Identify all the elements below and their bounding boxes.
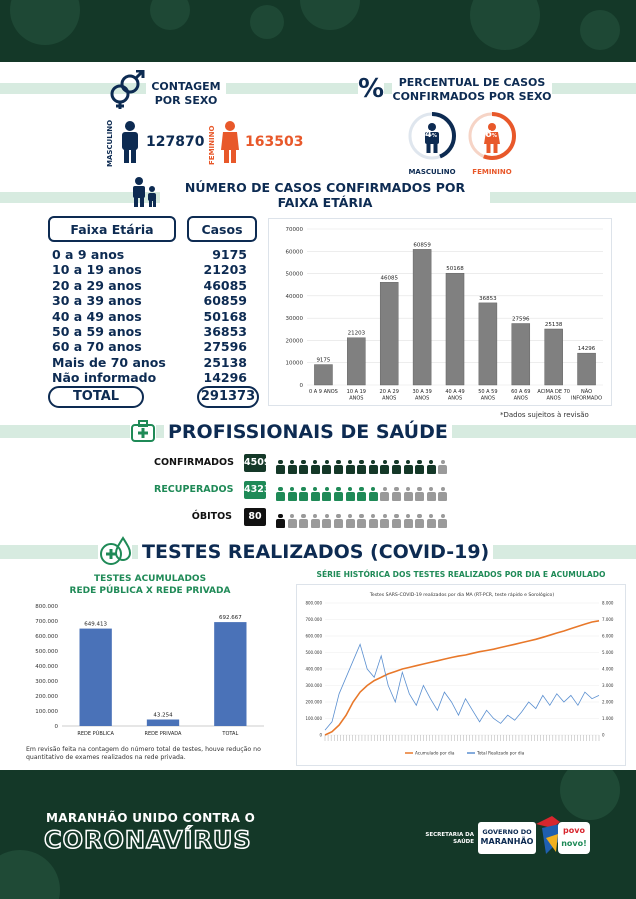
person-icon [346, 514, 355, 528]
y-right-tick-label: 0 [602, 732, 605, 738]
faixa-row-casos: 25138 [203, 354, 247, 370]
faixa-row-label: Não informado [52, 370, 157, 386]
bar [578, 353, 596, 385]
person-icon [438, 487, 447, 501]
person-icon [322, 487, 331, 501]
serie-title: Testes SARS-COVID-19 realizados por dia MA (RT-PCR, teste rápido e Sorológico) [369, 593, 555, 598]
x-tick-label: INFORMADO [571, 395, 603, 402]
person-icon [276, 514, 285, 528]
faixa-title-line2: FAIXA ETÁRIA [274, 195, 377, 210]
sexo-title-line1: CONTAGEM [151, 80, 221, 93]
acumulados-title-line2: REDE PÚBLICA X REDE PRIVADA [69, 586, 231, 596]
person-icon [357, 514, 366, 528]
y-tick-label: 0 [299, 383, 303, 389]
prof-row-people [276, 510, 450, 529]
x-tick-label: 60 A 69 [511, 389, 531, 395]
bar-value-label: 25138 [544, 321, 563, 328]
person-icon [438, 460, 447, 474]
governo-line1: GOVERNO DO [482, 828, 532, 836]
person-icon [311, 487, 320, 501]
povo-novo-logo [532, 814, 592, 860]
test-drop-icon [98, 534, 132, 568]
x-tick-label: ANOS [513, 395, 528, 402]
faixa-row-casos: 46085 [203, 277, 247, 293]
y-tick-label: 100.000 [35, 709, 58, 715]
person-icon [392, 514, 401, 528]
x-tick-label: ANOS [414, 395, 430, 402]
person-icon [404, 460, 413, 474]
total-label: TOTAL [48, 386, 144, 408]
person-icon [276, 487, 285, 501]
y-left-tick-label: 700.000 [305, 617, 322, 622]
male-person-icon [120, 120, 140, 164]
x-tick-label: NÃO [581, 389, 593, 395]
bar-value-label: 43.254 [153, 712, 173, 719]
person-icon [415, 514, 424, 528]
person-icon [346, 460, 355, 474]
person-icon [369, 487, 378, 501]
secretaria-line1: SECRETARIA DA [425, 832, 474, 838]
x-tick-label: REDE PÚBLICA [77, 731, 114, 737]
col-header-faixa: Faixa Etária [48, 216, 176, 242]
person-icon [369, 514, 378, 528]
prof-row-people [276, 456, 450, 475]
x-tick-label: REDE PRIVADA [144, 731, 182, 737]
person-icon [311, 514, 320, 528]
x-tick-label: ANOS [447, 395, 463, 402]
person-icon [392, 460, 401, 474]
bar [80, 629, 112, 726]
y-right-tick-label: 7.000 [602, 617, 614, 622]
medical-kit-icon [130, 418, 156, 444]
faixa-row-label: 0 a 9 anos [52, 247, 125, 262]
x-tick-label: ANOS [546, 395, 561, 402]
person-icon [334, 514, 343, 528]
testes-title: TESTES REALIZADOS (COVID-19) [138, 540, 493, 564]
x-tick-label: 20 A 29 [379, 389, 399, 395]
person-icon [380, 460, 389, 474]
secretaria-line2: SAÚDE [453, 839, 474, 845]
person-icon [427, 514, 436, 528]
person-icon [415, 460, 424, 474]
x-tick-label: ACIMA DE 70 [537, 389, 570, 395]
svg-text:novo!: novo! [561, 839, 587, 848]
faixa-bar-chart-svg [269, 219, 613, 407]
person-icon [288, 460, 297, 474]
bar-value-label: 14296 [577, 346, 596, 353]
y-tick-label: 600.000 [35, 634, 58, 640]
y-tick-label: 200.000 [35, 694, 58, 700]
bar [380, 282, 398, 385]
y-tick-label: 60000 [285, 249, 303, 256]
faixa-row-label: 40 a 49 anos [52, 308, 142, 324]
feminino-pct-text: 56% [478, 129, 497, 140]
faixa-row-casos: 27596 [203, 339, 247, 355]
bar-value-label: 50168 [446, 266, 464, 273]
series-line [325, 621, 599, 735]
feminino-pct-label: FEMININO [472, 168, 512, 176]
secretaria-label [418, 832, 474, 846]
y-right-tick-label: 2.000 [602, 699, 614, 705]
y-left-tick-label: 100.000 [305, 716, 322, 721]
faixa-title-line1: NÚMERO DE CASOS CONFIRMADOS POR [184, 180, 466, 195]
person-icon [427, 487, 436, 501]
y-tick-label: 10000 [285, 360, 303, 367]
person-icon [288, 487, 297, 501]
total-valor: 291373 [197, 386, 259, 408]
x-tick-label: ANOS [382, 395, 397, 402]
x-tick-label: ANOS [349, 395, 364, 402]
person-icon [392, 487, 401, 501]
x-tick-label: TOTAL [222, 731, 239, 737]
y-left-tick-label: 200.000 [305, 699, 322, 705]
person-icon [288, 514, 297, 528]
y-tick-label: 0 [54, 724, 58, 730]
y-tick-label: 50000 [285, 271, 303, 278]
bar [347, 338, 365, 385]
y-right-tick-label: 6.000 [602, 633, 614, 639]
serie-historica-chart-svg [297, 585, 627, 767]
x-tick-label: ANOS [480, 395, 496, 402]
bar [446, 273, 464, 385]
prof-row-badge: 4509 [244, 454, 266, 472]
bar [413, 249, 431, 385]
footer-slogan-line2: CORONAVÍRUS [44, 826, 252, 854]
acumulados-title [40, 573, 260, 597]
bar-value-label: 21203 [347, 330, 366, 337]
female-person-icon [220, 120, 240, 164]
person-icon [427, 460, 436, 474]
person-icon [346, 487, 355, 501]
faixa-title [160, 180, 490, 210]
footer [0, 770, 636, 899]
people-group-icon [130, 176, 160, 208]
faixa-row-label: 10 a 19 anos [52, 262, 142, 278]
person-icon [334, 487, 343, 501]
y-right-tick-label: 3.000 [602, 683, 614, 688]
bar [147, 720, 179, 726]
bar [214, 622, 246, 726]
person-icon [334, 460, 343, 474]
masculino-pct-label: MASCULINO [408, 168, 456, 176]
y-tick-label: 300.000 [35, 679, 58, 685]
person-icon [299, 487, 308, 501]
bar [479, 303, 497, 385]
y-tick-label: 500.000 [35, 649, 58, 655]
faixa-row-casos: 9175 [212, 247, 247, 262]
x-tick-label: 10 A 19 [346, 389, 366, 395]
faixa-row-label: 30 a 39 anos [52, 293, 142, 309]
faixa-row-casos: 14296 [203, 370, 247, 386]
prof-row-label: RECUPERADOS [154, 484, 234, 495]
person-icon [322, 514, 331, 528]
svg-text:povo: povo [563, 826, 585, 835]
y-tick-label: 700.000 [35, 619, 58, 625]
person-icon [404, 487, 413, 501]
faixa-row-label: Mais de 70 anos [52, 354, 166, 370]
y-left-tick-label: 800.000 [305, 600, 322, 606]
prof-row-label: CONFIRMADOS [154, 457, 234, 468]
masculino-vertical-label: MASCULINO [106, 119, 114, 167]
prof-row-badge: 4323 [244, 481, 266, 499]
prof-row-people [276, 483, 450, 502]
person-icon [404, 514, 413, 528]
bar-value-label: 692.667 [218, 615, 242, 622]
person-icon [380, 514, 389, 528]
y-left-tick-label: 300.000 [305, 683, 322, 688]
percentual-title-line1: PERCENTUAL DE CASOS [398, 76, 546, 89]
bar [512, 324, 530, 385]
masculino-pct-ring [406, 110, 458, 162]
y-tick-label: 30000 [285, 316, 303, 323]
bar [314, 365, 332, 385]
profissionais-title: PROFISSIONAIS DE SAÚDE [164, 420, 452, 444]
person-icon [438, 514, 447, 528]
faixa-row-casos: 36853 [203, 324, 247, 339]
prof-row-label: ÓBITOS [191, 511, 232, 522]
person-icon [380, 487, 389, 501]
y-left-tick-label: 0 [319, 732, 322, 738]
person-icon [299, 514, 308, 528]
acumulados-title-line1: TESTES ACUMULADOS [93, 574, 207, 584]
acumulados-bar-chart [18, 598, 270, 744]
faixa-nota: *Dados sujeitos à revisão [500, 411, 589, 419]
masculino-valor: 127870 [146, 134, 205, 150]
y-tick-label: 70000 [285, 227, 303, 233]
y-left-tick-label: 400.000 [305, 666, 322, 672]
x-tick-label: 50 A 59 [478, 389, 498, 395]
governo-line2: MARANHÃO [480, 837, 534, 846]
acumulados-nota: Em revisão feita na contagem do número total de testes, houve redução no quantitativo de exames realizados na rede privada. [26, 746, 261, 761]
bar-value-label: 36853 [479, 295, 497, 302]
y-tick-label: 800.000 [35, 604, 58, 610]
person-icon [357, 460, 366, 474]
legend-label: Total Realizado por dia [477, 750, 525, 756]
y-right-tick-label: 8.000 [602, 600, 614, 606]
sexo-title [146, 80, 226, 108]
person-icon [276, 460, 285, 474]
faixa-row-casos: 21203 [203, 262, 247, 278]
bar-value-label: 60859 [413, 242, 431, 249]
governo-logo [478, 822, 536, 854]
x-tick-label: 40 A 49 [445, 389, 465, 395]
y-left-tick-label: 600.000 [305, 633, 322, 639]
faixa-bar-chart [268, 218, 612, 406]
y-left-tick-label: 500.000 [305, 650, 322, 655]
y-right-tick-label: 1.000 [602, 716, 614, 721]
person-icon [369, 460, 378, 474]
faixa-row-label: 60 a 70 anos [52, 339, 142, 355]
faixa-row-casos: 60859 [203, 293, 247, 309]
y-tick-label: 40000 [285, 293, 303, 300]
bar-value-label: 649.413 [84, 621, 108, 628]
x-tick-label: 30 A 39 [412, 389, 432, 395]
feminino-valor: 163503 [245, 134, 304, 150]
feminino-pct-ring [466, 110, 518, 162]
person-icon [415, 487, 424, 501]
y-right-tick-label: 5.000 [602, 650, 614, 655]
prof-row-badge: 80 [244, 508, 266, 526]
footer-slogan-line1: MARANHÃO UNIDO CONTRA O [46, 811, 256, 825]
legend-label: Acumulado por dia [415, 750, 455, 756]
y-tick-label: 20000 [285, 338, 303, 345]
percentual-title-line2: CONFIRMADOS POR SEXO [392, 90, 552, 103]
person-icon [322, 460, 331, 474]
faixa-row-casos: 50168 [203, 308, 247, 324]
y-tick-label: 400.000 [35, 664, 58, 670]
person-icon [357, 487, 366, 501]
col-header-casos: Casos [187, 216, 257, 242]
serie-historica-chart [296, 584, 626, 766]
person-icon [299, 460, 308, 474]
x-tick-label: 0 A 9 ANOS [309, 389, 338, 395]
masculino-pct-text: 44% [418, 129, 437, 140]
person-icon [311, 460, 320, 474]
bar [545, 329, 563, 385]
percent-icon: % [358, 74, 385, 104]
percentual-title [392, 76, 552, 104]
bar-value-label: 46085 [380, 275, 398, 282]
bar-value-label: 27596 [512, 316, 530, 323]
y-right-tick-label: 4.000 [602, 666, 614, 672]
faixa-row-label: 20 a 29 anos [52, 277, 142, 293]
serie-historica-header: SÉRIE HISTÓRICA DOS TESTES REALIZADOS POR DIA E ACUMULADO [316, 570, 606, 579]
sexo-title-line2: POR SEXO [154, 94, 218, 107]
faixa-row-label: 50 a 59 anos [52, 324, 142, 339]
bar-value-label: 9175 [316, 357, 331, 364]
gender-symbols-icon [106, 70, 146, 110]
feminino-vertical-label: FEMININO [208, 125, 216, 165]
top-banner [0, 0, 636, 62]
